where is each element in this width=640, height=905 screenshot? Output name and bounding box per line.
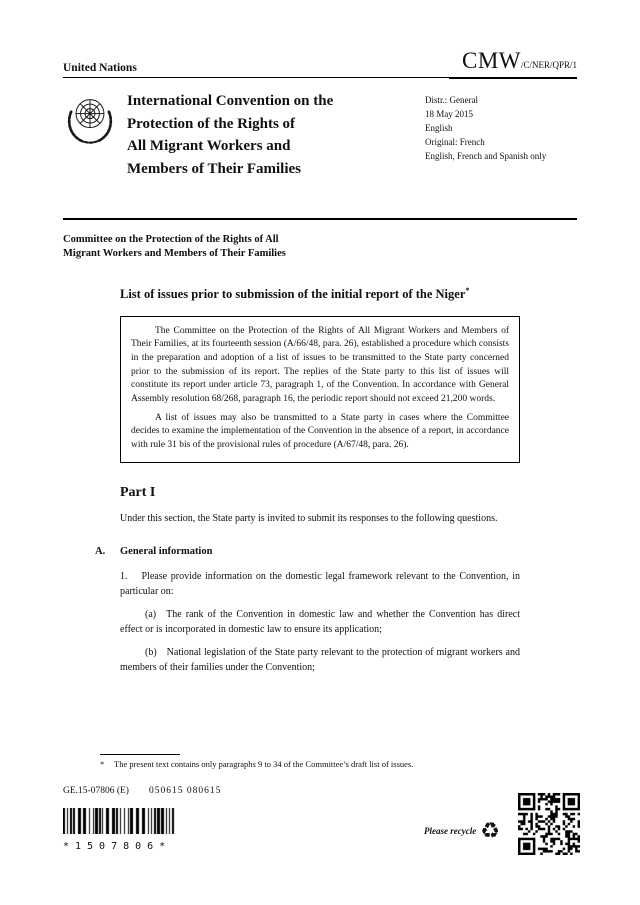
recycle-note — [424, 820, 500, 842]
summary-paragraph-1: The Committee on the Protection of the Rights of All Migrant Workers and Members of Their Families, at its fourteenth session (A/66/48, para. 26), established a procedure which consists in the preparation and adoption of a list of issues to be transmitted to the State party concerned prior to the submission of its report. The replies of the State party to this list of issues will constitute its report under article 73, paragraph 1, of the Convention. In accordance with General Assembly resolution 68/268, paragraph 16, the periodic report should not exceed 21,200 words. — [131, 325, 509, 404]
footnote-block — [100, 754, 530, 769]
barcode-text: *1507806* — [63, 841, 172, 852]
convention-title-line: Protection of the Rights of — [127, 115, 296, 132]
convention-title-line: Members of Their Families — [127, 160, 301, 177]
section-a-heading — [95, 546, 577, 557]
document-reference-line — [63, 786, 221, 796]
question-1-text: Please provide information on the domestic legal framework relevant to the Convention, in particular on: — [120, 571, 520, 597]
un-emblem-icon — [63, 90, 119, 180]
convention-title — [127, 90, 417, 180]
masthead — [63, 90, 577, 180]
language-line: English — [425, 122, 453, 133]
committee-heading — [63, 233, 577, 261]
masthead-divider — [63, 218, 577, 220]
barcode — [63, 808, 175, 834]
distribution-info — [425, 90, 577, 180]
question-1a-label: (a) — [145, 609, 157, 621]
part-1-heading: Part I — [120, 484, 156, 500]
summary-box — [120, 316, 520, 463]
question-1a-text: The rank of the Convention in domestic law and whether the Convention has direct effect or is incorporated in domestic law to ensure its application; — [120, 609, 520, 635]
committee-heading-line: Migrant Workers and Members of Their Families — [63, 248, 286, 260]
question-1b-label: (b) — [145, 647, 157, 659]
barcode-block — [63, 808, 175, 852]
document-symbol-suffix: /C/NER/QPR/1 — [520, 60, 577, 70]
question-1-number: 1. — [120, 571, 128, 583]
summary-paragraph-2: A list of issues may also be transmitted to a State party in cases where the Committee decides to examine the implementation of the Convention in the absence of a report, in accordance with rule 31 bis of the provisional rules of procedure (A/67/48, para. 26). — [131, 412, 509, 450]
distr-line: Distr.: General — [425, 95, 478, 105]
footnote-divider — [100, 754, 180, 755]
convention-title-line: All Migrant Workers and — [127, 138, 291, 154]
org-name: United Nations — [63, 62, 137, 74]
ge-number: GE.15-07806 (E) — [63, 786, 129, 796]
document-header — [63, 48, 577, 78]
document-symbol-main: CMW — [461, 48, 521, 73]
languages-note-line: English, French and Spanish only — [425, 150, 547, 161]
original-language-line: Original: French — [425, 136, 485, 147]
committee-heading-line: Committee on the Protection of the Rights of All — [63, 234, 279, 245]
convention-title-line: International Convention on the — [127, 93, 334, 109]
part-1-intro: Under this section, the State party is invited to submit its responses to the following questions. — [120, 512, 498, 524]
date-line: 18 May 2015 — [425, 108, 473, 119]
qr-code-block — [518, 793, 580, 860]
page-title — [120, 285, 530, 303]
title-footnote-marker: * — [465, 286, 470, 296]
question-1b — [120, 646, 520, 675]
footnote-text: The present text contains only paragraphs 9 to 34 of the Committee’s draft list of issues. — [114, 759, 414, 769]
section-a-label: A. — [95, 546, 106, 558]
footnote-marker: * — [100, 759, 105, 769]
section-a-title: General information — [120, 546, 213, 558]
question-1a — [120, 608, 520, 637]
qr-code — [518, 793, 580, 855]
question-1b-text: National legislation of the State party relevant to the protection of migrant workers and members of their families under the Convention; — [120, 647, 520, 673]
recycle-label: Please recycle — [424, 826, 477, 836]
question-1 — [120, 570, 520, 599]
page-title-text: List of issues prior to submission of the initial report of the Niger — [120, 287, 466, 302]
date-codes: 050615 080615 — [148, 786, 222, 796]
document-symbol — [462, 48, 577, 74]
recycle-icon: ♻ — [480, 818, 500, 843]
